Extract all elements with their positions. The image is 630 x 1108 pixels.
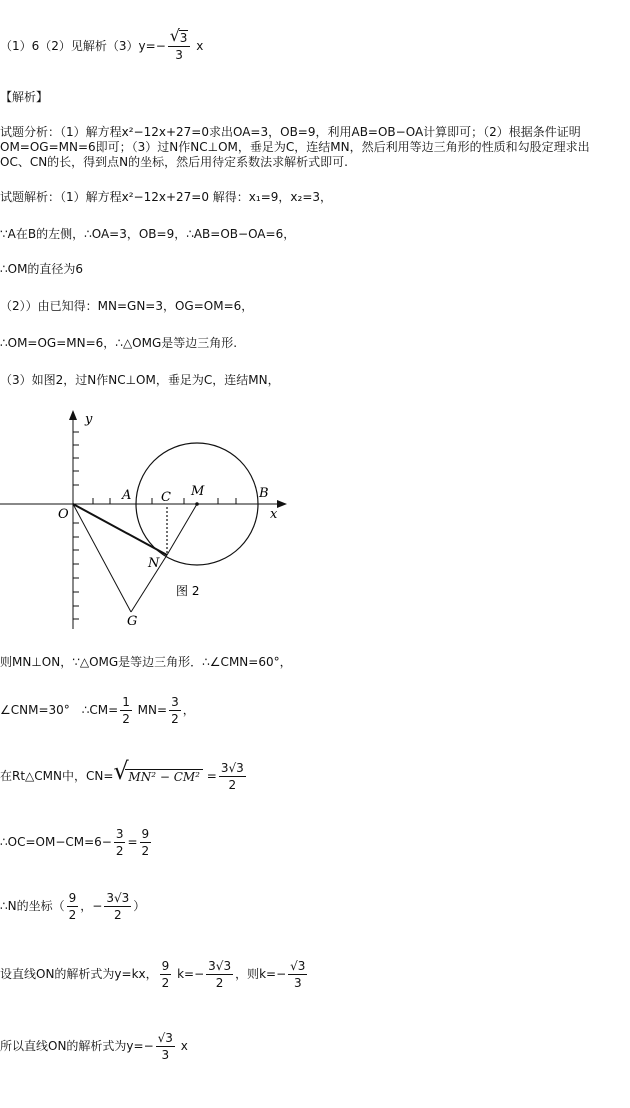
- label-a: A: [122, 488, 132, 503]
- answer-suffix: x: [192, 39, 204, 53]
- solution-line-3: ∴OM的直径为6: [0, 262, 84, 276]
- solution-line-4: （2））由已知得：MN=GN=3，OG=OM=6，: [0, 299, 254, 313]
- label-m: M: [191, 484, 205, 499]
- jiexi-heading: 【解析】: [0, 90, 49, 104]
- label-b: B: [259, 486, 269, 501]
- label-y: y: [85, 412, 93, 427]
- analysis-line-3: OC、CN的长，得到点N的坐标，然后用待定系数法求解析式即可.: [0, 155, 348, 169]
- after-line-7: 所以直线ON的解析式为y=− $\frac{√3}{3}$ x: [0, 1031, 188, 1062]
- label-c: C: [161, 490, 171, 505]
- solution-line-5: ∴OM=OG=MN=6，∴△OMG是等边三角形.: [0, 336, 238, 350]
- label-x: x: [270, 507, 278, 522]
- analysis-line-1: 试题分析：（1）解方程x²−12x+27=0求出OA=3，OB=9，利用AB=OB−OA计算即可；（2）根据条件证明: [0, 125, 581, 139]
- solution-line-2: ∵A在B的左侧，∴OA=3，OB=9，∴AB=OB−OA=6，: [0, 227, 296, 241]
- label-o: O: [58, 507, 69, 522]
- solution-line-1: 试题解析：（1）解方程x²−12x+27=0 解得：x₁=9，x₂=3，: [0, 190, 333, 204]
- after-line-6: 设直线ON的解析式为y=kx， $\frac{9}{2}$ k=− $\frac{3√3}{2}$ ，则k=− $\frac{√3}{3}$: [0, 959, 306, 990]
- after-line-5: ∴N的坐标（ $\frac{9}{2}$ ，− $\frac{3√3}{2}$ ）: [0, 891, 146, 922]
- answer-prefix: （1）6（2）见解析（3）y=−: [0, 39, 166, 53]
- answer-fraction: √ 3 3: [168, 30, 191, 63]
- after-line-4: ∴OC=OM−CM=6− $\frac{3}{2}$ = $\frac{9}{2}$: [0, 827, 150, 858]
- solution-line-6: （3）如图2，过N作NC⊥OM，垂足为C，连结MN，: [0, 373, 280, 387]
- label-n: N: [148, 556, 160, 571]
- after-line-3: 在Rt△CMN中，CN= √ MN² − CM² = $\frac{3√3}{2}$: [0, 756, 244, 792]
- figure-2: [0, 407, 290, 632]
- analysis-line-2: OM=OG=MN=6即可；（3）过N作NC⊥OM，垂足为C，连结MN，然后利用等边三角形的性质和勾股定理求出: [0, 140, 590, 154]
- after-line-1: 则MN⊥ON，∵△OMG是等边三角形．∴∠CMN=60°，: [0, 655, 292, 669]
- label-g: G: [127, 614, 138, 629]
- after-line-2: ∠CNM=30° ∴CM= $\frac{1}{2}$ MN= $\frac{3}{2}$ ，: [0, 695, 195, 726]
- figure-caption: 图 2: [176, 584, 200, 598]
- answer-line: [0, 26, 204, 63]
